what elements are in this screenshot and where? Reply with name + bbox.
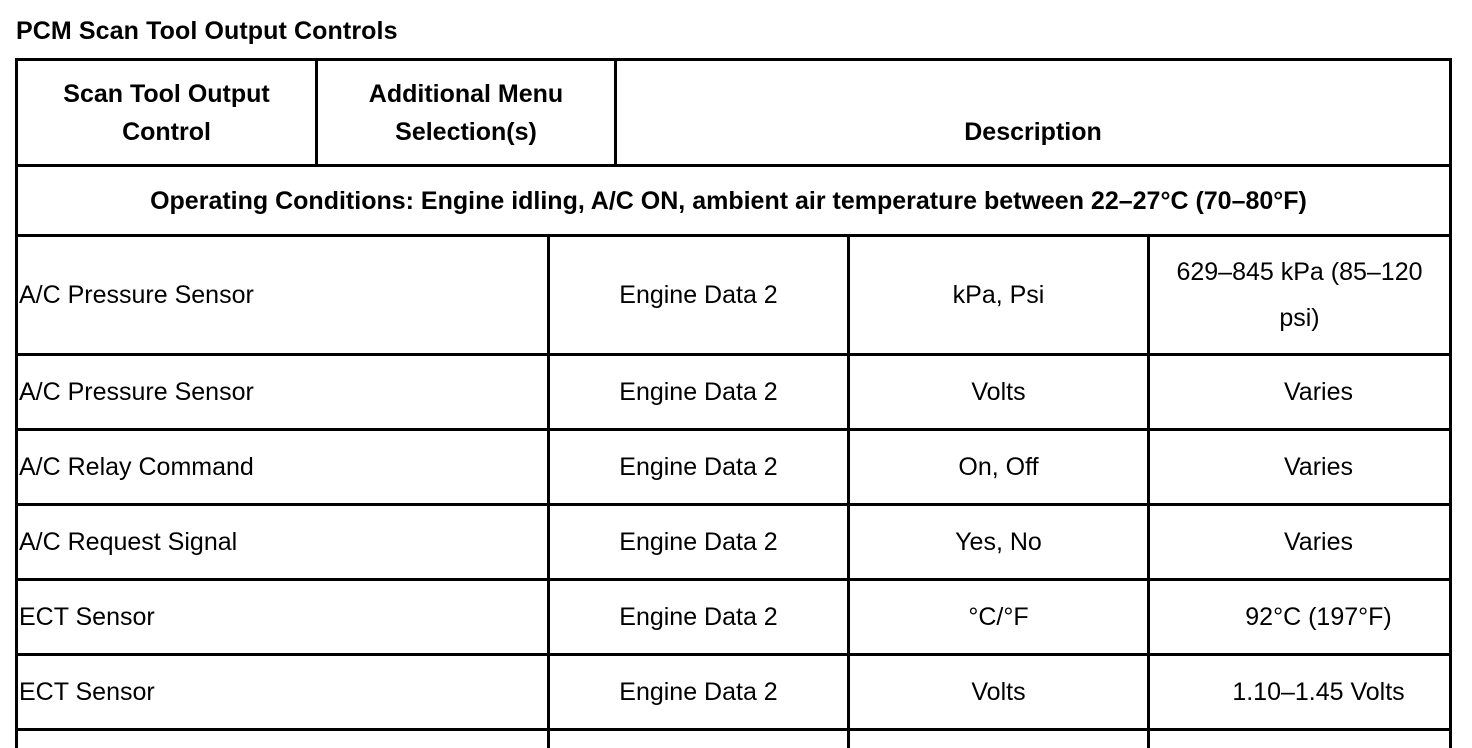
header-additional-menu-selections: [318, 61, 614, 164]
row-divider: [15, 728, 1452, 731]
table-row-parameter: A/C Pressure Sensor: [19, 281, 254, 309]
header-col1-text: Scan Tool Output Control: [63, 79, 270, 146]
output-controls-table: [15, 58, 1452, 748]
table-row-value: 1.10–1.45 Volts: [1232, 678, 1405, 706]
header-scan-tool-output-control: [18, 61, 315, 164]
table-row-value: Varies: [1283, 453, 1353, 481]
table-row-parameter: A/C Request Signal: [19, 528, 238, 556]
table-row-units: Yes, No: [955, 528, 1042, 556]
table-row-menu: Engine Data 2: [619, 281, 778, 309]
page-title: PCM Scan Tool Output Controls: [16, 17, 398, 45]
header-col2-text: Additional Menu Selection(s): [368, 80, 564, 146]
table-row-units: On, Off: [958, 453, 1039, 481]
table-row-parameter: A/C Pressure Sensor: [19, 378, 254, 406]
table-row-menu: Engine Data 2: [619, 453, 778, 481]
table-row-menu: Engine Data 2: [619, 528, 778, 556]
table-row-value: [1150, 237, 1449, 353]
table-row-value: 92°C (197°F): [1245, 603, 1392, 631]
table-row-menu: Engine Data 2: [619, 378, 778, 406]
table-row-units: °C/°F: [968, 603, 1029, 631]
table-row-menu: Engine Data 2: [619, 678, 778, 706]
table-row-parameter: ECT Sensor: [19, 603, 155, 631]
table-row-units: kPa, Psi: [952, 281, 1045, 309]
table-row-menu: Engine Data 2: [619, 603, 778, 631]
operating-conditions-text: Operating Conditions: Engine idling, A/C ON, ambient air temperature between 22–27°C (70–80°F): [150, 186, 1307, 215]
operating-conditions: [18, 167, 1449, 234]
table-row-value: Varies: [1283, 528, 1353, 556]
table-row-value-text: 629–845 kPa (85–120 psi): [1176, 258, 1423, 332]
table-row-parameter: ECT Sensor: [19, 678, 155, 706]
table-row-value: Varies: [1283, 378, 1353, 406]
table-row-units: Volts: [971, 378, 1026, 406]
table-row-parameter: A/C Relay Command: [19, 453, 254, 481]
table-row-units: Volts: [971, 678, 1026, 706]
header-description: [617, 61, 1449, 164]
header-col3-text: Description: [964, 118, 1102, 146]
